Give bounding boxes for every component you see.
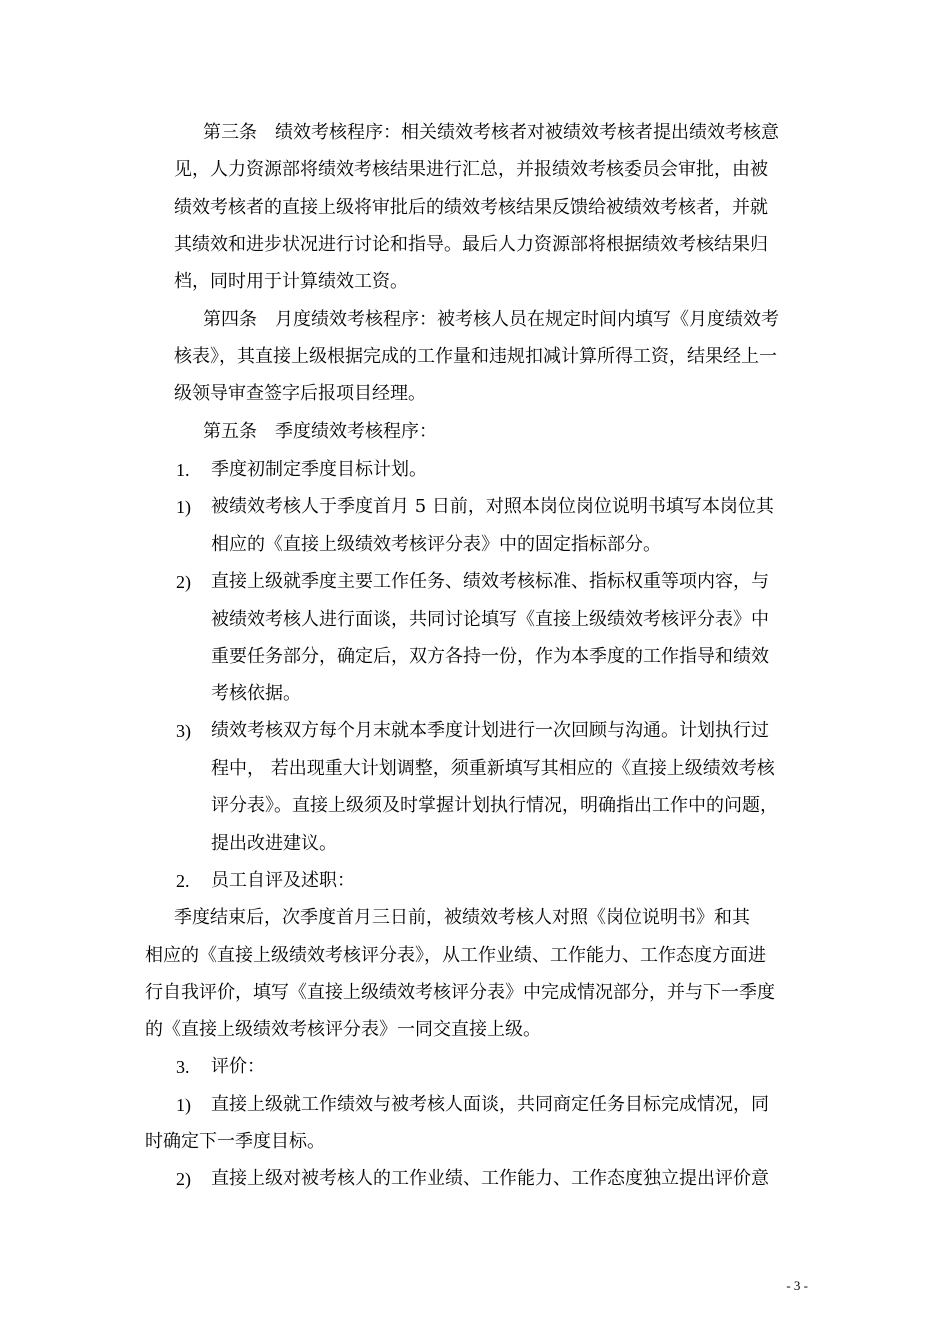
paragraph-line: 季度结束后，次季度首月三日前，被绩效考核人对照《岗位说明书》和其 [174, 907, 750, 928]
item-number: 2) [176, 572, 191, 592]
item-line: 评分表》。直接上级须及时掌握计划执行情况，明确指出工作中的问题， [211, 795, 778, 816]
item-number: 3) [176, 721, 191, 741]
step-title: 评价： [211, 1056, 265, 1077]
item-number: 2) [176, 1169, 191, 1189]
item-line: 程中， 若出现重大计划调整，须重新填写其相应的《直接上级绩效考核 [211, 758, 775, 779]
step-number: 3. [176, 1057, 190, 1077]
paragraph-line: 行自我评价，填写《直接上级绩效考核评分表》中完成情况部分，并与下一季度 [145, 982, 775, 1003]
item-line: 被绩效考核人于季度首月 5 日前，对照本岗位岗位说明书填写本岗位其 [211, 496, 774, 517]
article-5-heading: 第五条 季度绩效考核程序： [203, 421, 437, 442]
paragraph-line: 的《直接上级绩效考核评分表》一同交直接上级。 [145, 1019, 541, 1040]
paragraph-line: 级领导审查签字后报项目经理。 [174, 383, 426, 404]
paragraph-line: 档，同时用于计算绩效工资。 [174, 271, 408, 292]
paragraph-line: 核表》，其直接上级根据完成的工作量和违规扣减计算所得工资，结果经上一 [174, 346, 777, 367]
paragraph-line: 相应的《直接上级绩效考核评分表》，从工作业绩、工作能力、工作态度方面进 [145, 945, 766, 966]
step-number: 2. [176, 871, 190, 891]
item-line: 被绩效考核人进行面谈，共同讨论填写《直接上级绩效考核评分表》中 [211, 609, 769, 630]
item-line: 提出改进建议。 [211, 833, 337, 854]
paragraph-line: 绩效考核者的直接上级将审批后的绩效考核结果反馈给被绩效考核者，并就 [174, 197, 768, 218]
item-line: 重要任务部分，确定后，双方各持一份，作为本季度的工作指导和绩效 [211, 646, 769, 667]
step-number: 1. [176, 460, 190, 480]
item-number: 1) [176, 1095, 191, 1115]
paragraph-line: 见，人力资源部将绩效考核结果进行汇总，并报绩效考核委员会审批，由被 [174, 159, 768, 180]
item-line: 直接上级就工作绩效与被考核人面谈，共同商定任务目标完成情况，同 [211, 1094, 769, 1115]
page-number: - 3 - [786, 1278, 808, 1293]
item-line: 时确定下一季度目标。 [145, 1131, 325, 1152]
paragraph-line: 第四条 月度绩效考核程序：被考核人员在规定时间内填写《月度绩效考 [203, 309, 779, 330]
item-number: 1) [176, 497, 191, 517]
paragraph-line: 第三条 绩效考核程序：相关绩效考核者对被绩效考核者提出绩效考核意 [203, 122, 779, 143]
step-title: 员工自评及述职： [211, 870, 355, 891]
item-line: 直接上级对被考核人的工作业绩、工作能力、工作态度独立提出评价意 [211, 1168, 769, 1189]
item-line: 相应的《直接上级绩效考核评分表》中的固定指标部分。 [211, 534, 661, 555]
item-line: 绩效考核双方每个月末就本季度计划进行一次回顾与沟通。计划执行过 [211, 720, 769, 741]
step-title: 季度初制定季度目标计划。 [211, 459, 427, 480]
paragraph-line: 其绩效和进步状况进行讨论和指导。最后人力资源部将根据绩效考核结果归 [174, 234, 768, 255]
item-line: 考核依据。 [211, 683, 301, 704]
item-line: 直接上级就季度主要工作任务、绩效考核标准、指标权重等项内容，与 [211, 571, 769, 592]
